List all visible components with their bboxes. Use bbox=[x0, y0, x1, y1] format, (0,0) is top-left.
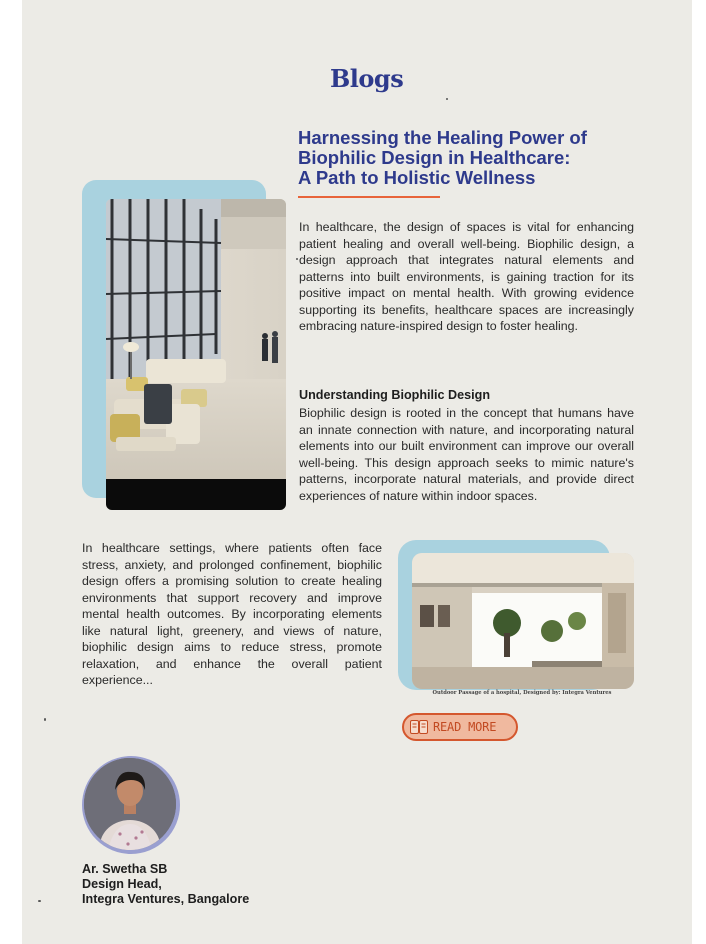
intro-paragraph: In healthcare, the design of spaces is vital for enhancing patient healing and overall well-being. Biophilic design, a design approach that integrates natural elements and patterns into built environments, is gaining traction for its positive impact on mental health. With growing evidence supporting its benefits, healthcare spaces are increasingly embracing nature-inspired design to foster healing. bbox=[299, 220, 634, 333]
passage-illustration bbox=[412, 553, 634, 689]
read-more-button[interactable] bbox=[402, 713, 518, 741]
lobby-photo bbox=[106, 199, 286, 510]
author-company: Integra Ventures, Bangalore bbox=[82, 892, 250, 906]
read-more-label: READ MORE bbox=[433, 720, 497, 734]
paper-speck bbox=[446, 98, 448, 100]
author-name: Ar. Swetha SB bbox=[82, 862, 168, 876]
paper-speck bbox=[38, 900, 41, 902]
author-role: Design Head, bbox=[82, 877, 162, 891]
image-caption: Outdoor Passage of a hospital, Designed by: Integra Ventures bbox=[432, 690, 612, 696]
article-title-line: Harnessing the Healing Power of bbox=[298, 127, 587, 148]
paper-speck bbox=[296, 258, 298, 260]
author-portrait bbox=[84, 758, 176, 850]
section-subheading: Understanding Biophilic Design bbox=[299, 388, 491, 402]
lobby-illustration bbox=[106, 199, 286, 510]
paper-speck bbox=[44, 718, 46, 721]
book-icon bbox=[410, 720, 428, 734]
healthcare-paragraph: In healthcare settings, where patients often face stress, anxiety, and prolonged confinement, biophilic design offers a promising solution to create healing environments that support recovery and improve mental health outcomes. By incorporating elements like natural light, greenery, and views of nature, biophilic design aims to reduce stress, promote relaxation, and enhance the overall patient experience... bbox=[82, 541, 382, 687]
passage-photo bbox=[412, 553, 634, 689]
section-heading: Blogs bbox=[330, 64, 404, 93]
article-title bbox=[298, 128, 678, 188]
understanding-paragraph: Biophilic design is rooted in the concept that humans have an innate connection with nature, and incorporating natural elements into our built environment can improve our overall well-being. This design approach seeks to mimic nature's patterns, incorporate natural materials, and provide direct experiences of nature within indoor spaces. bbox=[299, 406, 634, 503]
author-info bbox=[82, 862, 249, 907]
author-avatar bbox=[84, 758, 176, 850]
article-title-line: Biophilic Design in Healthcare: bbox=[298, 147, 571, 168]
article-title-line: A Path to Holistic Wellness bbox=[298, 167, 536, 188]
title-underline bbox=[298, 196, 440, 198]
